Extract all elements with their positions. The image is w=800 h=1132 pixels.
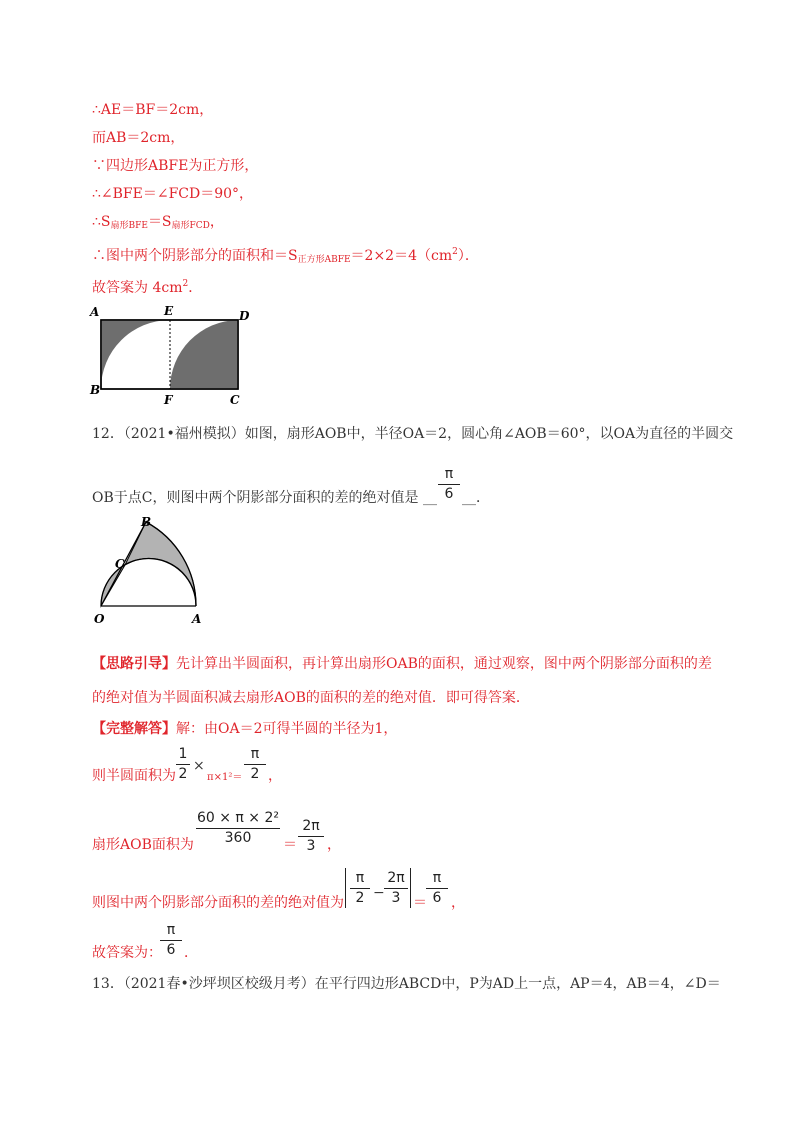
abs-bar-left (345, 868, 348, 908)
p12-figure (88, 510, 213, 630)
p12-sol4-minus: − (373, 885, 385, 901)
p12-final-answer-prefix: 故答案为： (92, 945, 162, 961)
label-B2: B (141, 515, 152, 529)
p12-stem-line-1: 12．（2021•福州模拟）如图，扇形AOB中，半径OA＝2，圆心角∠AOB＝60°，以OA为直径的半圆交 (92, 426, 734, 442)
label-C: C (230, 393, 240, 407)
p12-stem-line-2: OB于点C，则图中两个阴影部分面积的差的绝对值是 __ (92, 490, 437, 506)
label-E: E (164, 304, 174, 318)
p12-sol4-frac-2: 2π 3 (384, 870, 408, 907)
p11-line-2: 而AB＝2cm， (92, 130, 185, 146)
p11-line-1: ∴AE＝BF＝2cm， (92, 102, 214, 118)
p12-sol2-times: × (193, 758, 205, 774)
p12-sol4-frac-3: π 6 (426, 870, 448, 907)
label-A: A (90, 305, 100, 319)
p12-sol3-end: ， (327, 837, 341, 853)
p12-sol3-frac-1: 60 × π × 2² 360 (196, 810, 280, 846)
p11-answer: 故答案为 $4cm^2$． (92, 279, 203, 296)
label-O: O (94, 612, 105, 626)
p11-figure (88, 300, 260, 408)
p12-sol2-pi: π×1²＝ (207, 772, 243, 783)
p11-line-3: ∵四边形ABFE为正方形， (92, 158, 259, 174)
label-B: B (90, 383, 101, 397)
p12-blank-right: __． (462, 490, 490, 506)
p12-sol2-end: ， (268, 768, 282, 784)
p12-final-answer-end: ． (184, 945, 198, 961)
label-A2: A (192, 612, 202, 626)
p12-hint-line-2: 的绝对值为半圆面积减去扇形AOB的面积的差的绝对值．即可得答案． (92, 690, 530, 706)
p12-sol2-frac-2: π 2 (244, 746, 266, 783)
p12-sol4-frac-1: π 2 (350, 870, 370, 907)
p12-hint-line-1: 【思路引导】先计算出半圆面积，再计算出扇形OAB的面积，通过观察，图中两个阴影部分面积的差 (92, 656, 712, 672)
p12-final-answer-fraction: π 6 (160, 922, 182, 959)
p11-line-6: ∴图中两个阴影部分的面积和$=S_{正方形ABFE}=2\times 2=4(cm^2)$． (92, 247, 479, 265)
p11-line-5: $\therefore S_{扇形BFE}=S_{扇形FCD}$， (92, 214, 224, 231)
p12-answer-fraction: π 6 (438, 466, 460, 503)
label-D: D (239, 309, 250, 323)
label-C2: C (115, 557, 125, 571)
solution-tag: 【完整解答】 (92, 721, 176, 737)
p12-sol3-frac-2: 2π 3 (298, 818, 324, 855)
p12-sol3-eq: ＝ (283, 837, 297, 853)
label-F: F (164, 393, 173, 407)
p12-sol4-end: ， (451, 895, 465, 911)
hint-tag: 【思路引导】 (92, 656, 176, 672)
p12-solution-line-2-prefix: 则半圆面积为 (92, 768, 176, 784)
p12-solution-line-3-prefix: 扇形AOB面积为 (92, 837, 194, 853)
p12-shade-upper (125, 522, 196, 606)
p12-solution-line-4-prefix: 则图中两个阴影部分面积的差的绝对值为 (92, 895, 344, 911)
p11-line-4: ∴∠BFE＝∠FCD＝90°， (92, 186, 254, 202)
p12-sol4-eq: ＝ (413, 895, 427, 911)
p12-sol2-frac-1: 1 2 (176, 746, 190, 783)
p13-stem: 13．（2021春•沙坪坝区校级月考）在平行四边形ABCD中，P为AD上一点，AP＝4，AB＝4，∠D＝ (92, 976, 721, 992)
p12-solution-line-1: 【完整解答】解：由OA＝2可得半圆的半径为1， (92, 721, 398, 737)
